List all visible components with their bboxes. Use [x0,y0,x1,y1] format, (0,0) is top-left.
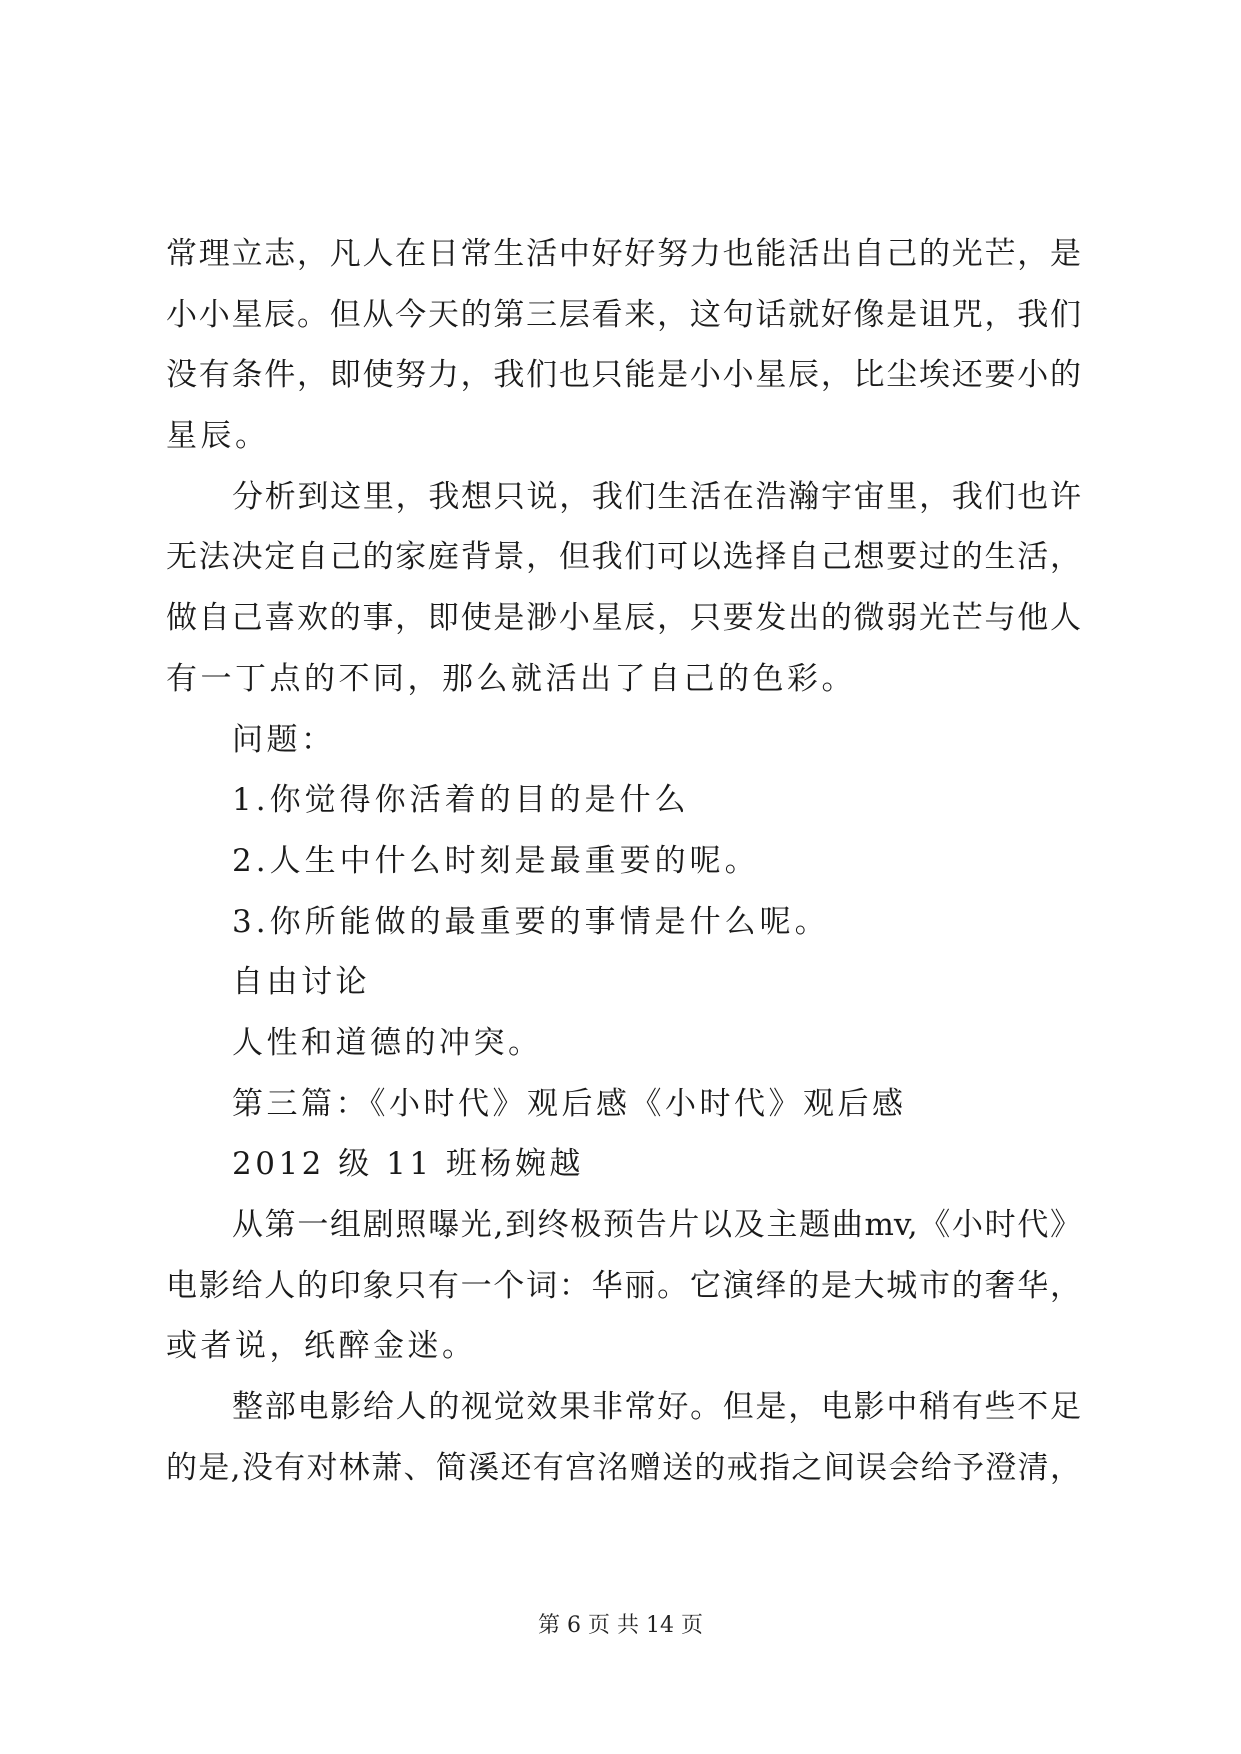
author-line: 2012 级 11 班杨婉越 [232,1146,584,1183]
page-number: 第 6 页 共 14 页 [538,1613,703,1638]
question-heading: 问题： [232,721,336,758]
paragraph-line: 常理立志，凡人在日常生活中好好努力也能活出自己的光芒，是 [166,236,1081,272]
paragraph-line: 的是,没有对林萧、简溪还有宫洺赠送的戒指之间误会给予澄清， [166,1449,1081,1486]
paragraph-line: 小小星辰。但从今天的第三层看来，这句话就好像是诅咒，我们 [166,296,1081,333]
question-item: 2.人生中什么时刻是最重要的呢。 [232,842,760,879]
paragraph-line: 做自己喜欢的事，即使是渺小星辰，只要发出的微弱光芒与他人 [166,600,1081,637]
section-title: 第三篇：《小时代》观后感《小时代》观后感 [232,1085,907,1122]
paragraph-line: 没有条件，即使努力，我们也只能是小小星辰，比尘埃还要小的 [166,357,1081,394]
paragraph-line: 分析到这里，我想只说，我们生活在浩瀚宇宙里，我们也许 [232,478,1081,515]
paragraph-line: 电影给人的印象只有一个词：华丽。它演绎的是大城市的奢华， [166,1267,1081,1304]
question-item: 3.你所能做的最重要的事情是什么呢。 [232,903,830,940]
paragraph-line: 整部电影给人的视觉效果非常好。但是，电影中稍有些不足 [232,1389,1081,1426]
document-body [166,224,1081,1498]
paragraph-line: 或者说，纸醉金迷。 [166,1328,477,1365]
paragraph-line: 人性和道德的冲突。 [232,1024,543,1061]
paragraph-line: 有一丁点的不同，那么就活出了自己的色彩。 [166,660,856,697]
paragraph-line: 无法决定自己的家庭背景，但我们可以选择自己想要过的生活， [166,539,1081,576]
paragraph-line: 自由讨论 [232,964,370,1001]
question-item: 1.你觉得你活着的目的是什么 [232,782,690,819]
paragraph-line: 星辰。 [166,418,270,455]
paragraph-line: 从第一组剧照曝光,到终极预告片以及主题曲mv,《小时代》 [232,1207,1081,1243]
